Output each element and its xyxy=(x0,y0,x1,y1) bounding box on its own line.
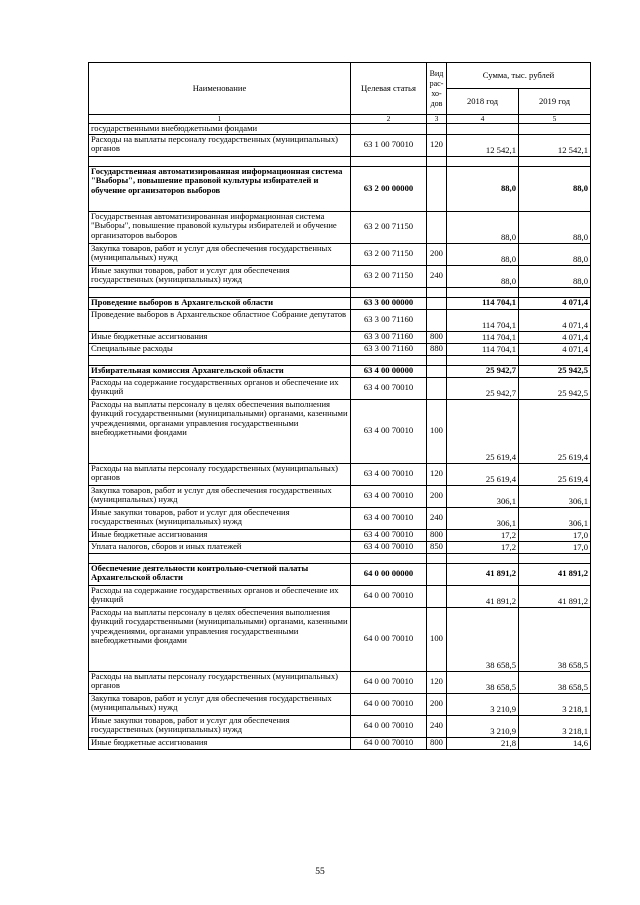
row-amount-2019: 41 891,2 xyxy=(519,585,591,607)
table-row xyxy=(89,331,591,343)
table-row xyxy=(89,399,591,463)
row-name: Расходы на выплаты персоналу государственных (муниципальных) органов xyxy=(89,134,351,156)
row-amount-2019 xyxy=(519,355,591,365)
column-number: 4 xyxy=(447,115,519,124)
row-amount-2019: 4 071,4 xyxy=(519,297,591,309)
table-header xyxy=(89,63,591,124)
row-target-code: 63 3 00 71160 xyxy=(351,309,427,331)
row-amount-2018: 306,1 xyxy=(447,507,519,529)
row-amount-2018 xyxy=(447,156,519,166)
row-target-code xyxy=(351,156,427,166)
row-target-code: 63 2 00 71150 xyxy=(351,211,427,243)
table-row xyxy=(89,463,591,485)
row-target-code: 64 0 00 70010 xyxy=(351,737,427,749)
row-name: Проведение выборов в Архангельской области xyxy=(89,297,351,309)
row-name: Иные бюджетные ассигнования xyxy=(89,737,351,749)
table-row xyxy=(89,507,591,529)
row-expense-kind: 800 xyxy=(427,737,447,749)
row-name: Закупка товаров, работ и услуг для обеспечения государственных (муниципальных) нужд xyxy=(89,485,351,507)
row-expense-kind: 120 xyxy=(427,671,447,693)
section-row xyxy=(89,297,591,309)
spacer-row xyxy=(89,287,591,297)
row-amount-2018: 38 658,5 xyxy=(447,607,519,671)
row-expense-kind: 120 xyxy=(427,463,447,485)
row-amount-2018 xyxy=(447,287,519,297)
row-target-code: 63 3 00 00000 xyxy=(351,297,427,309)
row-name: Закупка товаров, работ и услуг для обеспечения государственных (муниципальных) нужд xyxy=(89,693,351,715)
section-row xyxy=(89,365,591,377)
row-name: государственными внебюджетными фондами xyxy=(89,124,351,135)
row-expense-kind: 120 xyxy=(427,134,447,156)
row-amount-2019: 306,1 xyxy=(519,507,591,529)
row-name: Расходы на содержание государственных органов и обеспечение их функций xyxy=(89,377,351,399)
row-amount-2019: 25 942,5 xyxy=(519,377,591,399)
row-expense-kind xyxy=(427,124,447,135)
table-row xyxy=(89,265,591,287)
row-name: Расходы на выплаты персоналу в целях обеспечения выполнения функций государственными (муниципальными) органами, казенными учреждениями, органами управления государственными внебюджетными фондами xyxy=(89,607,351,671)
table-row xyxy=(89,585,591,607)
row-expense-kind xyxy=(427,585,447,607)
table-row xyxy=(89,737,591,749)
column-numbers-row xyxy=(89,115,591,124)
row-amount-2018: 17,2 xyxy=(447,529,519,541)
table-row xyxy=(89,309,591,331)
row-name: Уплата налогов, сборов и иных платежей xyxy=(89,541,351,553)
row-expense-kind xyxy=(427,166,447,211)
row-name: Расходы на выплаты персоналу государственных (муниципальных) органов xyxy=(89,463,351,485)
row-expense-kind xyxy=(427,156,447,166)
row-expense-kind xyxy=(427,355,447,365)
table-row xyxy=(89,124,591,135)
table-row xyxy=(89,485,591,507)
table-row xyxy=(89,671,591,693)
row-expense-kind: 200 xyxy=(427,485,447,507)
row-amount-2019: 3 218,1 xyxy=(519,715,591,737)
row-target-code: 63 2 00 71150 xyxy=(351,265,427,287)
column-number: 5 xyxy=(519,115,591,124)
table-row xyxy=(89,377,591,399)
row-expense-kind: 850 xyxy=(427,541,447,553)
row-target-code: 63 3 00 71160 xyxy=(351,343,427,355)
section-row xyxy=(89,166,591,211)
row-amount-2018: 12 542,1 xyxy=(447,134,519,156)
row-amount-2019: 4 071,4 xyxy=(519,343,591,355)
table-row xyxy=(89,243,591,265)
row-amount-2018: 25 942,7 xyxy=(447,365,519,377)
row-amount-2019: 25 942,5 xyxy=(519,365,591,377)
row-amount-2018: 41 891,2 xyxy=(447,563,519,585)
row-name: Закупка товаров, работ и услуг для обеспечения государственных (муниципальных) нужд xyxy=(89,243,351,265)
row-expense-kind: 880 xyxy=(427,343,447,355)
row-target-code: 63 4 00 00000 xyxy=(351,365,427,377)
row-name: Иные бюджетные ассигнования xyxy=(89,529,351,541)
row-expense-kind: 100 xyxy=(427,607,447,671)
row-amount-2018: 114 704,1 xyxy=(447,297,519,309)
row-amount-2018: 25 942,7 xyxy=(447,377,519,399)
row-expense-kind xyxy=(427,365,447,377)
row-name: Расходы на выплаты персоналу государственных (муниципальных) органов xyxy=(89,671,351,693)
header-code: Целевая статья xyxy=(351,63,427,115)
row-name xyxy=(89,287,351,297)
table-row xyxy=(89,607,591,671)
row-amount-2019 xyxy=(519,156,591,166)
row-expense-kind xyxy=(427,211,447,243)
header-name: Наименование xyxy=(89,63,351,115)
row-target-code: 63 4 00 70010 xyxy=(351,541,427,553)
row-amount-2018: 88,0 xyxy=(447,211,519,243)
row-expense-kind xyxy=(427,563,447,585)
column-number: 3 xyxy=(427,115,447,124)
row-target-code xyxy=(351,355,427,365)
column-number: 1 xyxy=(89,115,351,124)
row-target-code: 64 0 00 70010 xyxy=(351,585,427,607)
row-amount-2018: 3 210,9 xyxy=(447,715,519,737)
row-target-code: 64 0 00 70010 xyxy=(351,671,427,693)
row-target-code: 63 3 00 71160 xyxy=(351,331,427,343)
row-amount-2018 xyxy=(447,124,519,135)
row-target-code: 63 4 00 70010 xyxy=(351,529,427,541)
row-target-code xyxy=(351,287,427,297)
row-target-code xyxy=(351,124,427,135)
table-row xyxy=(89,134,591,156)
row-amount-2019: 3 218,1 xyxy=(519,693,591,715)
table-body xyxy=(89,124,591,750)
row-name: Обеспечение деятельности контрольно-счетной палаты Архангельской области xyxy=(89,563,351,585)
row-amount-2019: 41 891,2 xyxy=(519,563,591,585)
row-amount-2019: 88,0 xyxy=(519,243,591,265)
row-name: Иные закупки товаров, работ и услуг для обеспечения государственных (муниципальных) нужд xyxy=(89,715,351,737)
row-amount-2019: 17,0 xyxy=(519,529,591,541)
row-expense-kind: 200 xyxy=(427,243,447,265)
row-amount-2019: 88,0 xyxy=(519,265,591,287)
row-amount-2018: 21,8 xyxy=(447,737,519,749)
column-number: 2 xyxy=(351,115,427,124)
row-expense-kind xyxy=(427,309,447,331)
row-amount-2018: 41 891,2 xyxy=(447,585,519,607)
row-name: Иные закупки товаров, работ и услуг для обеспечения государственных (муниципальных) нужд xyxy=(89,265,351,287)
row-amount-2019: 306,1 xyxy=(519,485,591,507)
section-row xyxy=(89,563,591,585)
spacer-row xyxy=(89,156,591,166)
row-amount-2019: 4 071,4 xyxy=(519,331,591,343)
row-target-code: 64 0 00 70010 xyxy=(351,715,427,737)
row-expense-kind: 240 xyxy=(427,715,447,737)
budget-table xyxy=(88,62,591,750)
header-year-2018: 2018 год xyxy=(447,89,519,115)
row-name xyxy=(89,156,351,166)
page-number: 55 xyxy=(315,867,325,877)
row-expense-kind: 100 xyxy=(427,399,447,463)
row-expense-kind xyxy=(427,297,447,309)
row-amount-2018: 25 619,4 xyxy=(447,463,519,485)
row-amount-2018: 114 704,1 xyxy=(447,343,519,355)
row-target-code: 63 2 00 00000 xyxy=(351,166,427,211)
row-expense-kind xyxy=(427,553,447,563)
row-expense-kind xyxy=(427,287,447,297)
row-expense-kind: 800 xyxy=(427,331,447,343)
row-name xyxy=(89,355,351,365)
header-sum: Сумма, тыс. рублей xyxy=(447,63,591,89)
row-target-code: 63 4 00 70010 xyxy=(351,399,427,463)
row-amount-2019 xyxy=(519,124,591,135)
row-amount-2018: 38 658,5 xyxy=(447,671,519,693)
row-expense-kind: 240 xyxy=(427,507,447,529)
row-target-code: 63 4 00 70010 xyxy=(351,485,427,507)
row-amount-2018: 114 704,1 xyxy=(447,331,519,343)
row-amount-2018: 25 619,4 xyxy=(447,399,519,463)
row-amount-2019 xyxy=(519,553,591,563)
row-amount-2018: 88,0 xyxy=(447,243,519,265)
row-amount-2018 xyxy=(447,355,519,365)
row-expense-kind: 240 xyxy=(427,265,447,287)
row-amount-2019: 17,0 xyxy=(519,541,591,553)
row-amount-2018 xyxy=(447,553,519,563)
row-amount-2018: 306,1 xyxy=(447,485,519,507)
row-target-code: 63 1 00 70010 xyxy=(351,134,427,156)
row-expense-kind: 800 xyxy=(427,529,447,541)
row-target-code: 64 0 00 70010 xyxy=(351,693,427,715)
row-target-code: 63 4 00 70010 xyxy=(351,377,427,399)
row-target-code: 63 4 00 70010 xyxy=(351,463,427,485)
table-row xyxy=(89,343,591,355)
header-kind: Вид рас-хо-дов xyxy=(427,63,447,115)
row-target-code: 63 2 00 71150 xyxy=(351,243,427,265)
row-amount-2018: 3 210,9 xyxy=(447,693,519,715)
row-expense-kind xyxy=(427,377,447,399)
row-name: Проведение выборов в Архангельское областное Собрание депутатов xyxy=(89,309,351,331)
row-amount-2019 xyxy=(519,287,591,297)
row-amount-2019: 25 619,4 xyxy=(519,463,591,485)
row-expense-kind: 200 xyxy=(427,693,447,715)
row-name: Специальные расходы xyxy=(89,343,351,355)
row-name: Иные бюджетные ассигнования xyxy=(89,331,351,343)
row-name: Государственная автоматизированная информационная система "Выборы", повышение правовой культуры избирателей и обучение организаторов выборов xyxy=(89,211,351,243)
row-amount-2019: 12 542,1 xyxy=(519,134,591,156)
table-row xyxy=(89,529,591,541)
row-target-code xyxy=(351,553,427,563)
row-amount-2019: 25 619,4 xyxy=(519,399,591,463)
row-name xyxy=(89,553,351,563)
row-target-code: 64 0 00 00000 xyxy=(351,563,427,585)
row-amount-2019: 88,0 xyxy=(519,166,591,211)
row-amount-2019: 38 658,5 xyxy=(519,671,591,693)
row-name: Расходы на содержание государственных органов и обеспечение их функций xyxy=(89,585,351,607)
table-row xyxy=(89,541,591,553)
table-row xyxy=(89,715,591,737)
row-amount-2019: 88,0 xyxy=(519,211,591,243)
row-target-code: 63 4 00 70010 xyxy=(351,507,427,529)
row-amount-2019: 38 658,5 xyxy=(519,607,591,671)
table-row xyxy=(89,693,591,715)
table-row xyxy=(89,211,591,243)
spacer-row xyxy=(89,355,591,365)
row-amount-2019: 14,6 xyxy=(519,737,591,749)
row-target-code: 64 0 00 70010 xyxy=(351,607,427,671)
row-name: Государственная автоматизированная информационная система "Выборы", повышение правовой культуры избирателей и обучение организаторов выборов xyxy=(89,166,351,211)
row-amount-2018: 17,2 xyxy=(447,541,519,553)
row-name: Избирательная комиссия Архангельской области xyxy=(89,365,351,377)
row-amount-2018: 114 704,1 xyxy=(447,309,519,331)
row-name: Расходы на выплаты персоналу в целях обеспечения выполнения функций государственными (муниципальными) органами, казенными учреждениями, органами управления государственными внебюджетными фондами xyxy=(89,399,351,463)
spacer-row xyxy=(89,553,591,563)
row-name: Иные закупки товаров, работ и услуг для обеспечения государственных (муниципальных) нужд xyxy=(89,507,351,529)
row-amount-2018: 88,0 xyxy=(447,166,519,211)
row-amount-2018: 88,0 xyxy=(447,265,519,287)
header-year-2019: 2019 год xyxy=(519,89,591,115)
row-amount-2019: 4 071,4 xyxy=(519,309,591,331)
